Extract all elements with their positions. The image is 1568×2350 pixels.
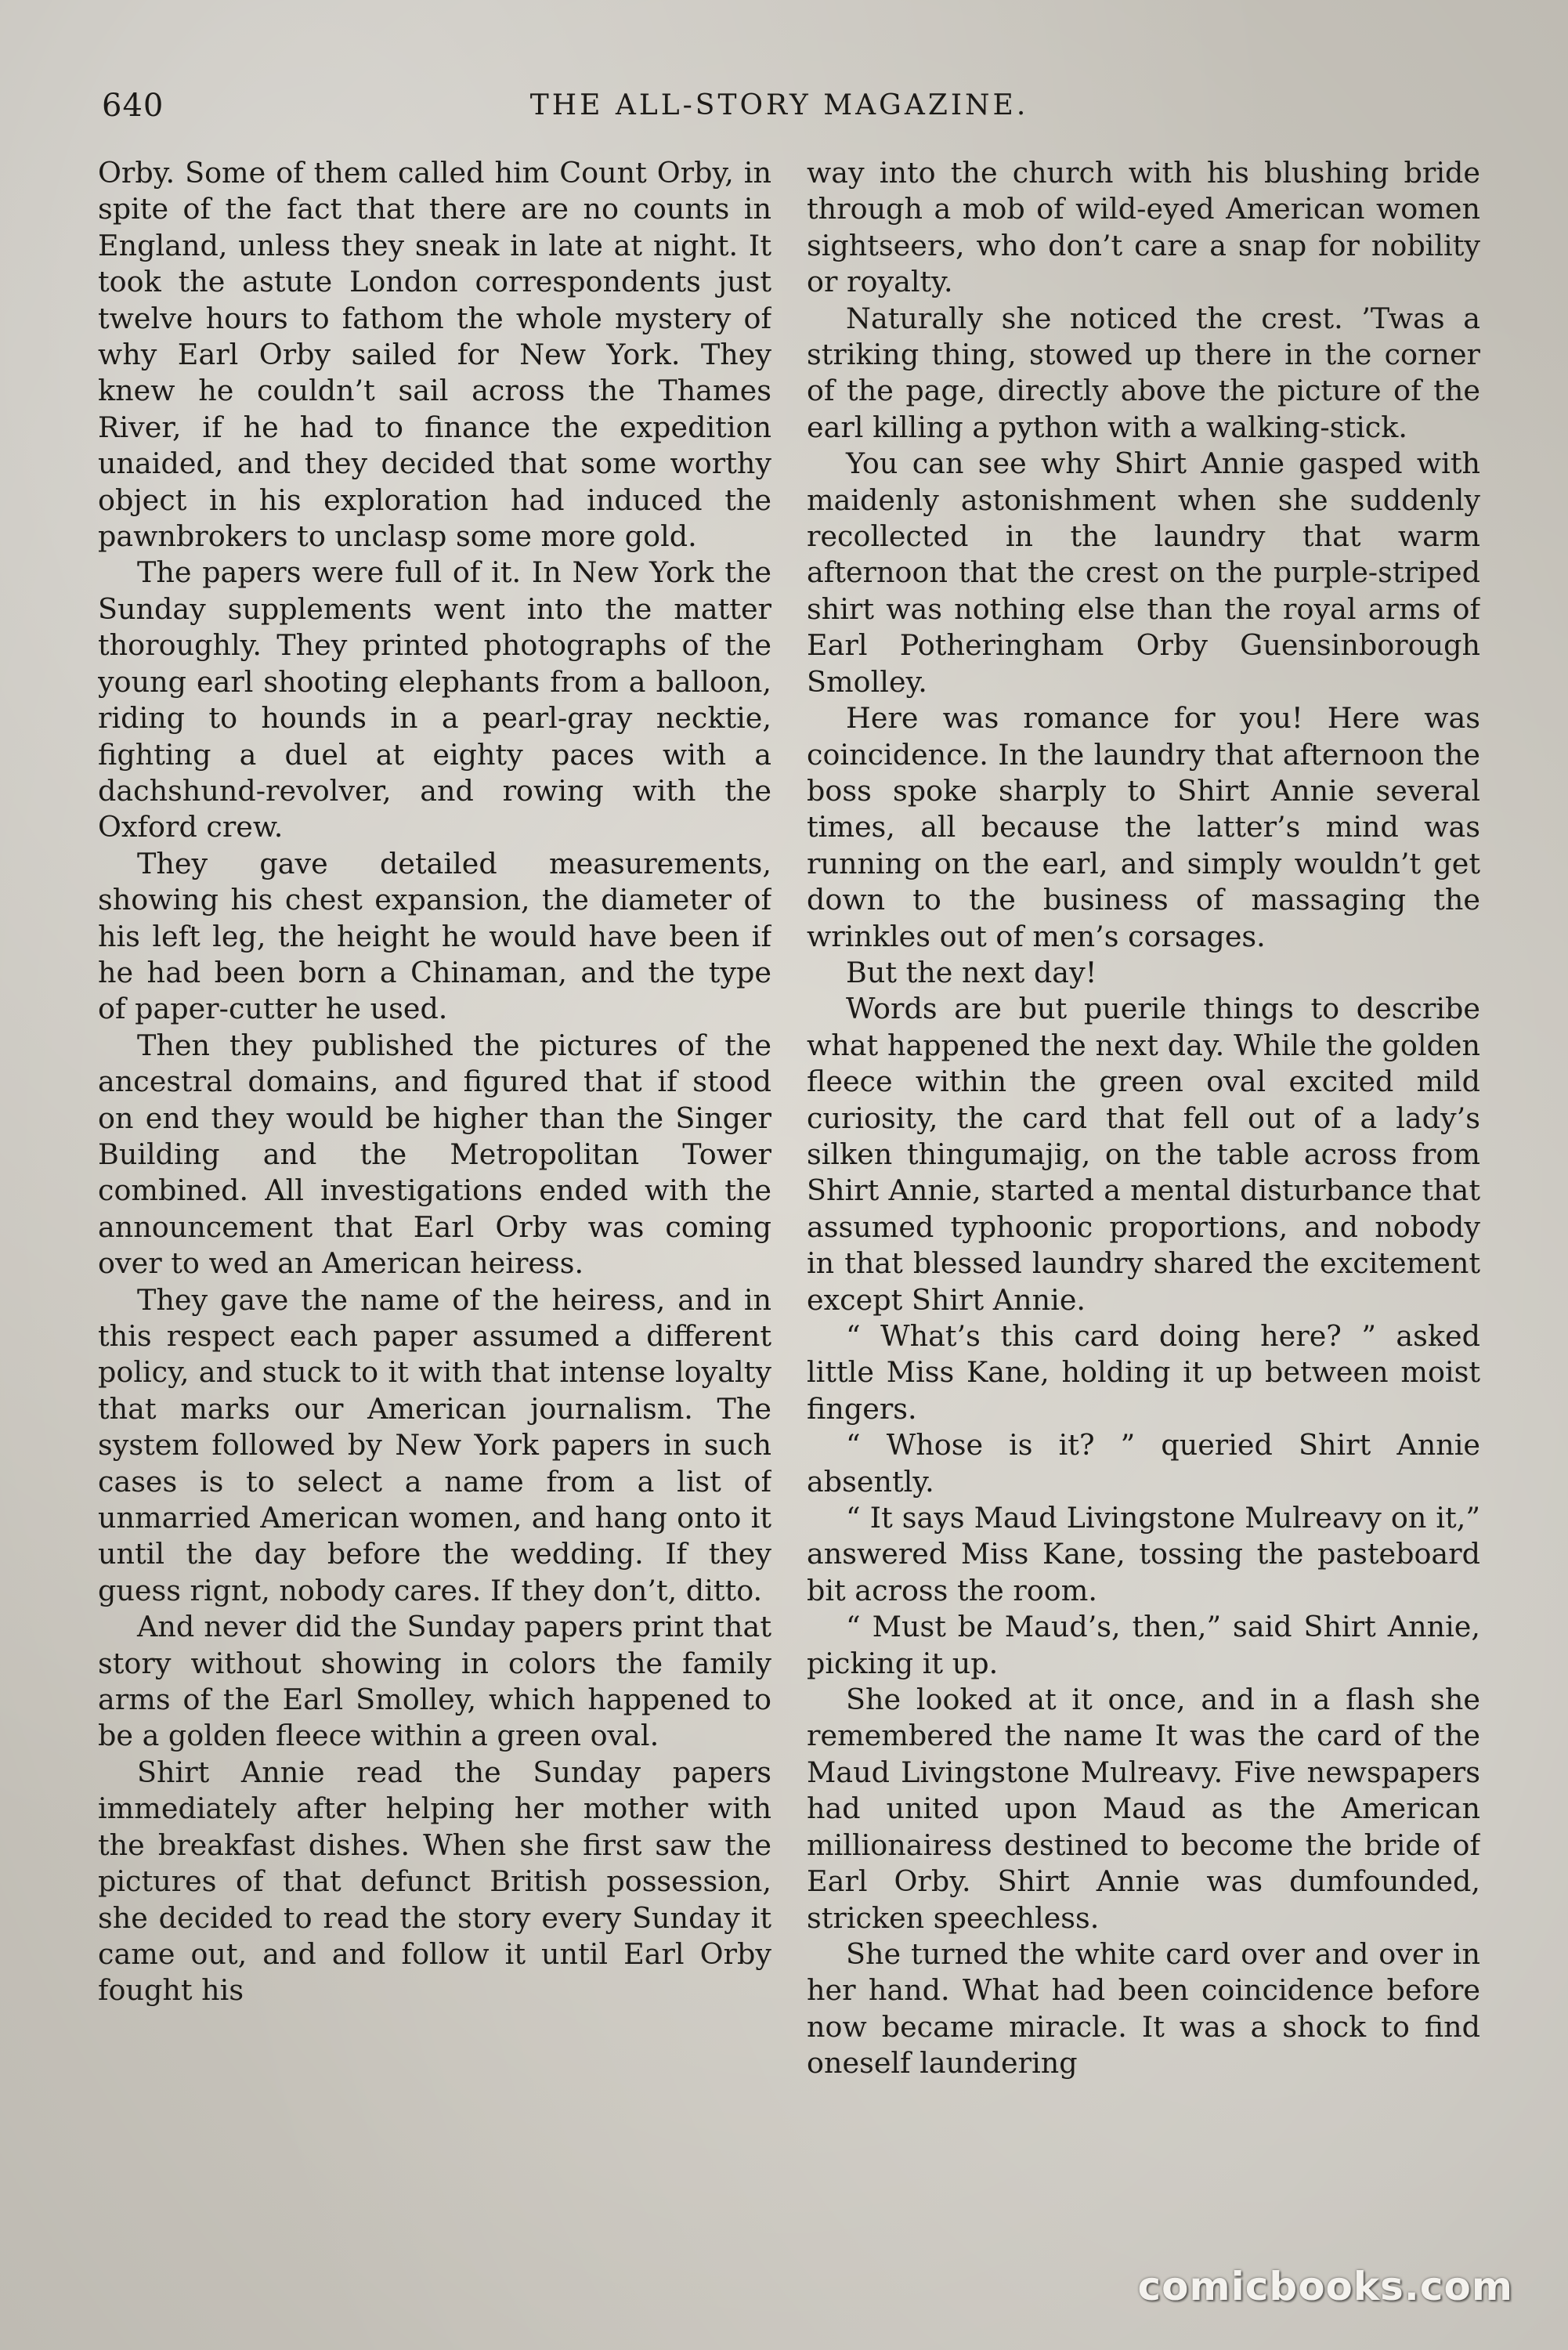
paragraph: She turned the white card over and over in her hand. What had been coincidence before now became miracle. It was a shock to find oneself laundering: [807, 1936, 1480, 2081]
paragraph: Then they published the pictures of the ancestral domains, and figured that if stood on end they would be higher than the Singer Building and the Metropolitan Tower combined. All investigations ended with the announcement that Earl Orby was coming over to wed an American heiress.: [98, 1028, 771, 1281]
paragraph: And never did the Sunday papers print that story without showing in colors the family arms of the Earl Smolley, which happened to be a golden fleece within a green oval.: [98, 1610, 771, 1753]
paragraph: You can see why Shirt Annie gasped with maidenly astonishment when she suddenly recollected in the laundry that warm afternoon that the crest on the purple-striped shirt was nothing else than the royal arms of Earl Potheringham Orby Guensinborough Smolley.: [807, 446, 1480, 699]
paragraph: The papers were full of it. In New York the Sunday supplements went into the matter thoroughly. They printed photographs of the young earl shooting elephants from a balloon, riding to hounds in a pearl-gray necktie, fighting a duel at eighty paces with a dachshund-revolver, and rowing with the Oxford crew.: [98, 555, 771, 844]
paragraph: She looked at it once, and in a flash she remembered the name It was the card of the Maud Livingstone Mulreavy. Five newspapers had united upon Maud as the American millionairess destined to become the bride of Earl Orby. Shirt Annie was dumfounded, stricken speechless.: [807, 1683, 1480, 1935]
paragraph: “ Whose is it? ” queried Shirt Annie absently.: [807, 1428, 1480, 1499]
paragraph: But the next day!: [846, 955, 1097, 989]
paragraph: Here was romance for you! Here was coincidence. In the laundry that afternoon the boss spoke sharply to Shirt Annie several times, all because the latter’s mind was running on the earl, and simply wouldn’t get down to the business of massaging the wrinkles out of men’s corsages.: [807, 701, 1480, 953]
paragraph: Words are but puerile things to describe what happened the next day. While the golden fleece within the green oval excited mild curiosity, the card that fell out of a lady’s silken thingumajig, on the table across from Shirt Annie, started a mental disturbance that assumed typhoonic proportions, and nobody in that blessed laundry shared the excitement except Shirt Annie.: [807, 992, 1480, 1317]
paragraph: “ It says Maud Livingstone Mulreavy on it,” answered Miss Kane, tossing the pasteboard bit across the room.: [807, 1501, 1480, 1607]
paragraph: They gave detailed measurements, showing his chest expansion, the diameter of his left leg, the height he would have been if he had been born a Chinaman, and the type of paper-cutter he used.: [98, 846, 771, 1026]
left-column: [98, 155, 771, 2239]
page-number: 640: [102, 88, 164, 124]
watermark: comicbooks.com: [1137, 2264, 1513, 2309]
paragraph: Naturally she noticed the crest. ’Twas a striking thing, stowed up there in the corner of the page, directly above the picture of the earl killing a python with a walking-stick.: [807, 301, 1480, 444]
paragraph: They gave the name of the heiress, and in this respect each paper assumed a different policy, and stuck to it with that intense loyalty that marks our American journalism. The system followed by New York papers in such cases is to select a name from a list of unmarried American women, and hang onto it until the day before the wedding. If they guess rignt, nobody cares. If they don’t, ditto.: [98, 1282, 771, 1607]
paragraph: way into the church with his blushing bride through a mob of wild-eyed American women sightseers, who don’t care a snap for nobility or royalty.: [807, 156, 1480, 299]
paragraph: Orby. Some of them called him Count Orby, in spite of the fact that there are no counts in England, unless they sneak in late at night. It took the astute London correspondents just twelve hours to fathom the whole mystery of why Earl Orby sailed for New York. They knew he couldn’t sail across the Thames River, if he had to finance the expedition unaided, and they decided that some worthy object in his exploration had induced the pawnbrokers to unclasp some more gold.: [98, 156, 771, 554]
right-column: [807, 155, 1480, 2239]
page-header: [102, 82, 1457, 129]
paragraph: Shirt Annie read the Sunday papers immediately after helping her mother with the breakfast dishes. When she first saw the pictures of that defunct British possession, she decided to read the story every Sunday it came out, and and follow it until Earl Orby fought his: [98, 1755, 771, 2008]
paragraph: “ What’s this card doing here? ” asked little Miss Kane, holding it up between moist fingers.: [807, 1319, 1480, 1426]
running-head: THE ALL-STORY MAGAZINE.: [529, 89, 1029, 121]
paragraph: “ Must be Maud’s, then,” said Shirt Annie, picking it up.: [807, 1610, 1480, 1680]
